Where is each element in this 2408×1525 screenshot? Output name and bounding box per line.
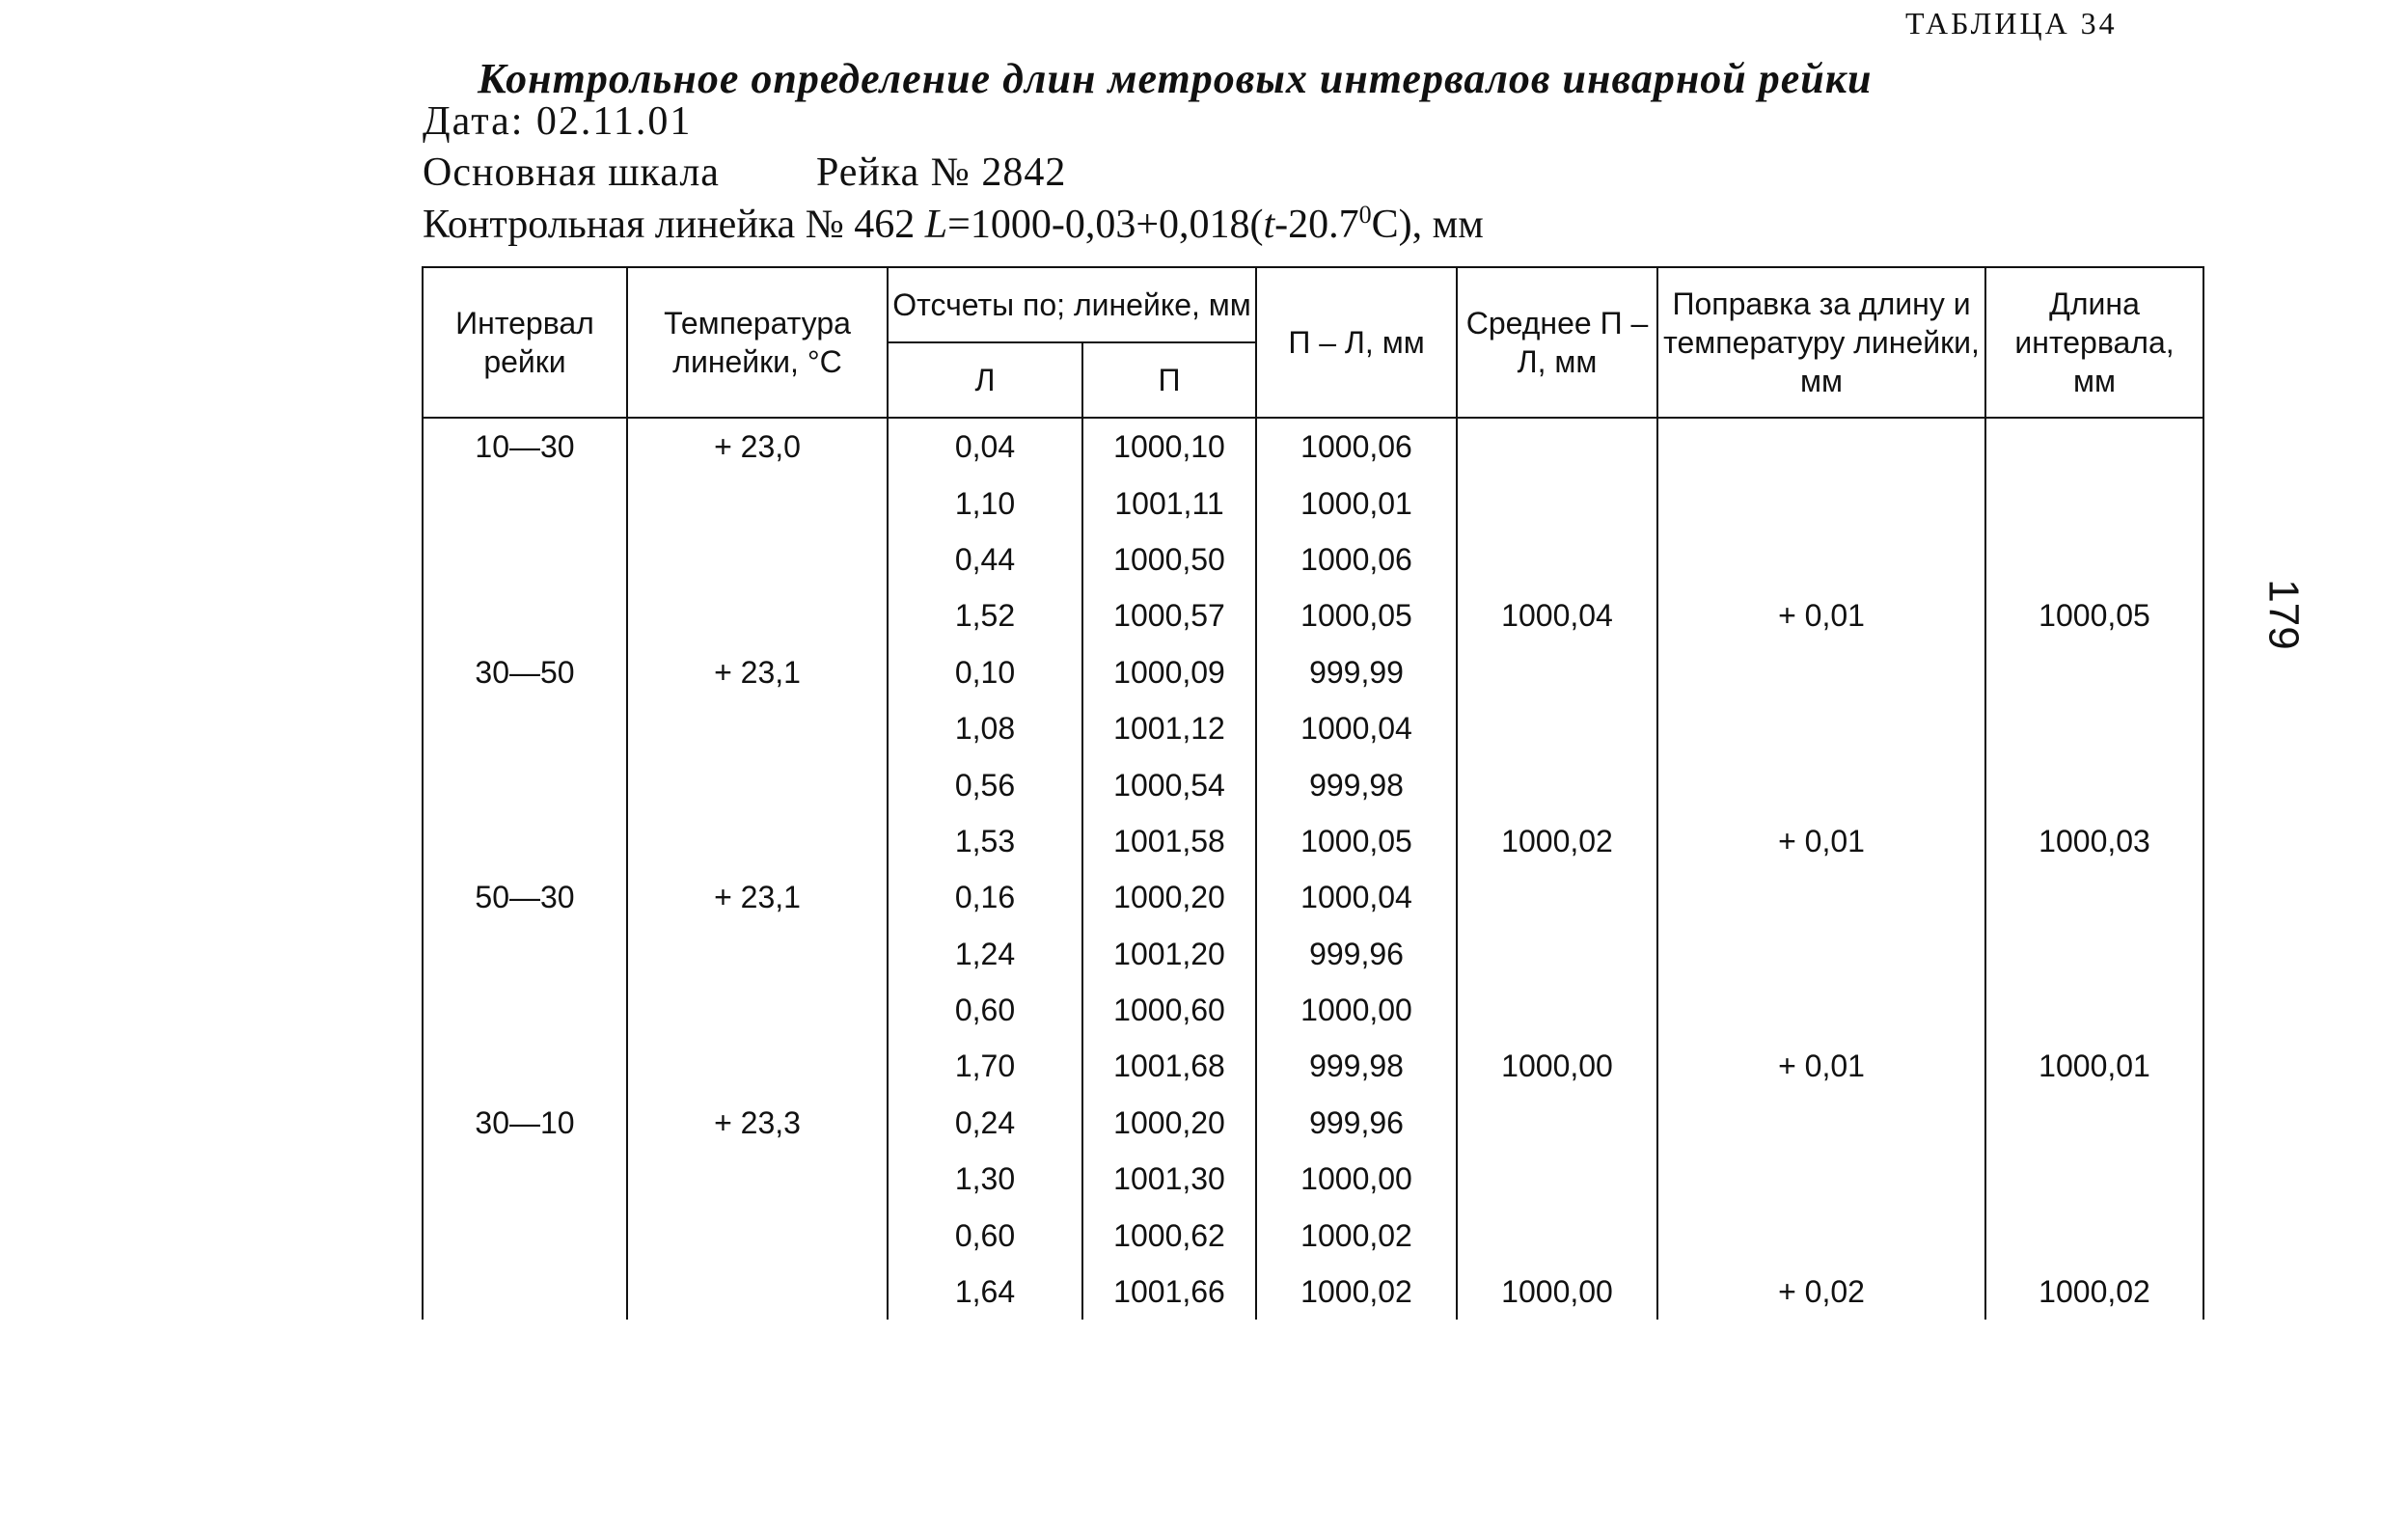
- table-row: [423, 813, 2203, 869]
- table-number-label: ТАБЛИЦА 34: [1905, 6, 2118, 41]
- cell-reading-L: 1,24: [888, 926, 1082, 982]
- cell-reading-L: 1,64: [888, 1264, 1082, 1320]
- cell-reading-P: 1000,54: [1082, 756, 1256, 812]
- cell-correction: + 0,02: [1657, 1264, 1985, 1320]
- cell-mean: [1457, 644, 1657, 700]
- cell-interval: [423, 813, 627, 869]
- cell-mean: [1457, 700, 1657, 756]
- cell-interval: [423, 926, 627, 982]
- cell-reading-P: 1001,20: [1082, 926, 1256, 982]
- cell-length: [1985, 1095, 2203, 1151]
- cell-interval: 50—30: [423, 869, 627, 925]
- cell-length: [1985, 418, 2203, 475]
- cell-mean: [1457, 418, 1657, 475]
- cell-correction: + 0,01: [1657, 813, 1985, 869]
- cell-length: [1985, 1151, 2203, 1207]
- cell-correction: [1657, 926, 1985, 982]
- cell-correction: [1657, 869, 1985, 925]
- table-row: [423, 644, 2203, 700]
- cell-interval: [423, 1151, 627, 1207]
- cell-reading-L: 0,56: [888, 756, 1082, 812]
- cell-reading-P: 1000,10: [1082, 418, 1256, 475]
- cell-p-minus-l: 999,96: [1256, 926, 1457, 982]
- header-L: Л: [888, 342, 1082, 418]
- cell-correction: [1657, 1095, 1985, 1151]
- cell-length: [1985, 926, 2203, 982]
- cell-temperature: [627, 1151, 888, 1207]
- cell-temperature: [627, 531, 888, 587]
- cell-interval: 30—50: [423, 644, 627, 700]
- cell-reading-P: 1000,20: [1082, 869, 1256, 925]
- cell-temperature: + 23,1: [627, 869, 888, 925]
- page-number: 179: [2259, 579, 2308, 650]
- cell-length: [1985, 756, 2203, 812]
- cell-interval: [423, 1264, 627, 1320]
- cell-temperature: [627, 1264, 888, 1320]
- cell-p-minus-l: 1000,02: [1256, 1264, 1457, 1320]
- header-mean: Среднее П – Л, мм: [1457, 267, 1657, 418]
- cell-reading-P: 1000,57: [1082, 587, 1256, 643]
- cell-p-minus-l: 1000,01: [1256, 475, 1457, 531]
- cell-reading-P: 1000,09: [1082, 644, 1256, 700]
- cell-reading-L: 1,30: [888, 1151, 1082, 1207]
- cell-correction: [1657, 1151, 1985, 1207]
- measurement-table: [422, 266, 2204, 1320]
- cell-temperature: + 23,1: [627, 644, 888, 700]
- cell-temperature: [627, 700, 888, 756]
- cell-reading-P: 1001,66: [1082, 1264, 1256, 1320]
- cell-interval: [423, 700, 627, 756]
- table-row: [423, 1095, 2203, 1151]
- cell-temperature: [627, 587, 888, 643]
- cell-length: [1985, 1207, 2203, 1263]
- cell-length: [1985, 700, 2203, 756]
- ruler-L-symbol: L: [924, 203, 948, 247]
- cell-temperature: + 23,3: [627, 1095, 888, 1151]
- cell-length: [1985, 475, 2203, 531]
- ruler-temp: -20.7: [1274, 203, 1359, 247]
- cell-reading-L: 0,10: [888, 644, 1082, 700]
- cell-length: [1985, 869, 2203, 925]
- page-title: [478, 54, 1872, 103]
- cell-correction: [1657, 531, 1985, 587]
- cell-reading-P: 1001,30: [1082, 1151, 1256, 1207]
- cell-reading-L: 1,08: [888, 700, 1082, 756]
- header-readings: Отсчеты по; линейке, мм: [888, 267, 1256, 342]
- table-row: [423, 1264, 2203, 1320]
- ruler-formula-mid: =1000-0,03+0,018(: [947, 203, 1264, 247]
- cell-reading-P: 1001,68: [1082, 1038, 1256, 1094]
- cell-reading-P: 1001,58: [1082, 813, 1256, 869]
- cell-mean: [1457, 926, 1657, 982]
- cell-mean: [1457, 1095, 1657, 1151]
- cell-correction: + 0,01: [1657, 587, 1985, 643]
- cell-interval: 10—30: [423, 418, 627, 475]
- cell-length: [1985, 644, 2203, 700]
- table-row: [423, 531, 2203, 587]
- cell-temperature: [627, 813, 888, 869]
- table-row: [423, 869, 2203, 925]
- cell-correction: + 0,01: [1657, 1038, 1985, 1094]
- scale-line: [423, 150, 1066, 196]
- cell-interval: [423, 982, 627, 1038]
- cell-mean: 1000,04: [1457, 587, 1657, 643]
- table-row: [423, 418, 2203, 475]
- cell-reading-P: 1000,20: [1082, 1095, 1256, 1151]
- cell-interval: 30—10: [423, 1095, 627, 1151]
- cell-interval: [423, 756, 627, 812]
- header-P: П: [1082, 342, 1256, 418]
- table-header: [423, 267, 2203, 418]
- cell-p-minus-l: 1000,05: [1256, 813, 1457, 869]
- cell-length: [1985, 531, 2203, 587]
- cell-interval: [423, 1038, 627, 1094]
- cell-correction: [1657, 475, 1985, 531]
- cell-reading-P: 1000,60: [1082, 982, 1256, 1038]
- cell-temperature: + 23,0: [627, 418, 888, 475]
- ruler-prefix: Контрольная линейка № 462: [423, 203, 925, 247]
- rod-label: Рейка № 2842: [815, 150, 1067, 195]
- cell-mean: [1457, 1151, 1657, 1207]
- cell-p-minus-l: 999,96: [1256, 1095, 1457, 1151]
- page-title-italic: Контрольное: [478, 55, 740, 102]
- cell-length: [1985, 982, 2203, 1038]
- cell-mean: [1457, 1207, 1657, 1263]
- page-title-rest: определение длин метровых интервалов инварной рейки: [751, 55, 1873, 102]
- cell-mean: 1000,00: [1457, 1038, 1657, 1094]
- date-line: Дата: 02.11.01: [423, 99, 693, 144]
- header-correction: Поправка за длину и температуру линейки, мм: [1657, 267, 1985, 418]
- header-temperature: Температура линейки, °С: [627, 267, 888, 418]
- cell-reading-L: 1,53: [888, 813, 1082, 869]
- table-row: [423, 1151, 2203, 1207]
- cell-p-minus-l: 1000,02: [1256, 1207, 1457, 1263]
- table-row: [423, 587, 2203, 643]
- cell-reading-L: 0,04: [888, 418, 1082, 475]
- cell-interval: [423, 475, 627, 531]
- cell-mean: [1457, 869, 1657, 925]
- cell-interval: [423, 531, 627, 587]
- cell-correction: [1657, 418, 1985, 475]
- ruler-degree: 0: [1358, 201, 1372, 229]
- cell-mean: 1000,00: [1457, 1264, 1657, 1320]
- cell-length: 1000,01: [1985, 1038, 2203, 1094]
- cell-reading-L: 0,16: [888, 869, 1082, 925]
- cell-reading-L: 1,70: [888, 1038, 1082, 1094]
- cell-correction: [1657, 982, 1985, 1038]
- cell-reading-P: 1001,11: [1082, 475, 1256, 531]
- cell-reading-L: 0,44: [888, 531, 1082, 587]
- cell-temperature: [627, 475, 888, 531]
- cell-p-minus-l: 1000,04: [1256, 700, 1457, 756]
- table-row: [423, 700, 2203, 756]
- table-body: [423, 418, 2203, 1320]
- cell-temperature: [627, 1207, 888, 1263]
- cell-reading-L: 0,60: [888, 982, 1082, 1038]
- header-p-minus-l: П – Л, мм: [1256, 267, 1457, 418]
- table-row: [423, 1207, 2203, 1263]
- table-row: [423, 1038, 2203, 1094]
- cell-temperature: [627, 926, 888, 982]
- cell-correction: [1657, 644, 1985, 700]
- cell-reading-P: 1001,12: [1082, 700, 1256, 756]
- cell-p-minus-l: 1000,06: [1256, 418, 1457, 475]
- cell-mean: [1457, 475, 1657, 531]
- table-row: [423, 475, 2203, 531]
- cell-reading-L: 1,52: [888, 587, 1082, 643]
- table-row: [423, 756, 2203, 812]
- cell-temperature: [627, 756, 888, 812]
- cell-p-minus-l: 999,99: [1256, 644, 1457, 700]
- cell-reading-L: 1,10: [888, 475, 1082, 531]
- cell-reading-P: 1000,50: [1082, 531, 1256, 587]
- scale-label: Основная шкала: [423, 150, 720, 195]
- table-row: [423, 982, 2203, 1038]
- cell-p-minus-l: 1000,06: [1256, 531, 1457, 587]
- cell-mean: [1457, 756, 1657, 812]
- cell-length: 1000,03: [1985, 813, 2203, 869]
- cell-p-minus-l: 999,98: [1256, 1038, 1457, 1094]
- cell-reading-P: 1000,62: [1082, 1207, 1256, 1263]
- cell-temperature: [627, 982, 888, 1038]
- cell-reading-L: 0,60: [888, 1207, 1082, 1263]
- ruler-tail: С), мм: [1371, 203, 1484, 247]
- cell-interval: [423, 1207, 627, 1263]
- cell-temperature: [627, 1038, 888, 1094]
- cell-p-minus-l: 1000,00: [1256, 982, 1457, 1038]
- cell-p-minus-l: 999,98: [1256, 756, 1457, 812]
- cell-correction: [1657, 756, 1985, 812]
- cell-reading-L: 0,24: [888, 1095, 1082, 1151]
- header-interval: Интервал рейки: [423, 267, 627, 418]
- cell-mean: [1457, 531, 1657, 587]
- cell-correction: [1657, 700, 1985, 756]
- table-row: [423, 926, 2203, 982]
- cell-p-minus-l: 1000,04: [1256, 869, 1457, 925]
- cell-correction: [1657, 1207, 1985, 1263]
- cell-length: 1000,02: [1985, 1264, 2203, 1320]
- cell-interval: [423, 587, 627, 643]
- header-length: Длина интервала, мм: [1985, 267, 2203, 418]
- cell-p-minus-l: 1000,05: [1256, 587, 1457, 643]
- cell-mean: 1000,02: [1457, 813, 1657, 869]
- ruler-t-symbol: t: [1263, 203, 1275, 247]
- cell-length: 1000,05: [1985, 587, 2203, 643]
- cell-p-minus-l: 1000,00: [1256, 1151, 1457, 1207]
- cell-mean: [1457, 982, 1657, 1038]
- ruler-formula-line: [423, 201, 1484, 248]
